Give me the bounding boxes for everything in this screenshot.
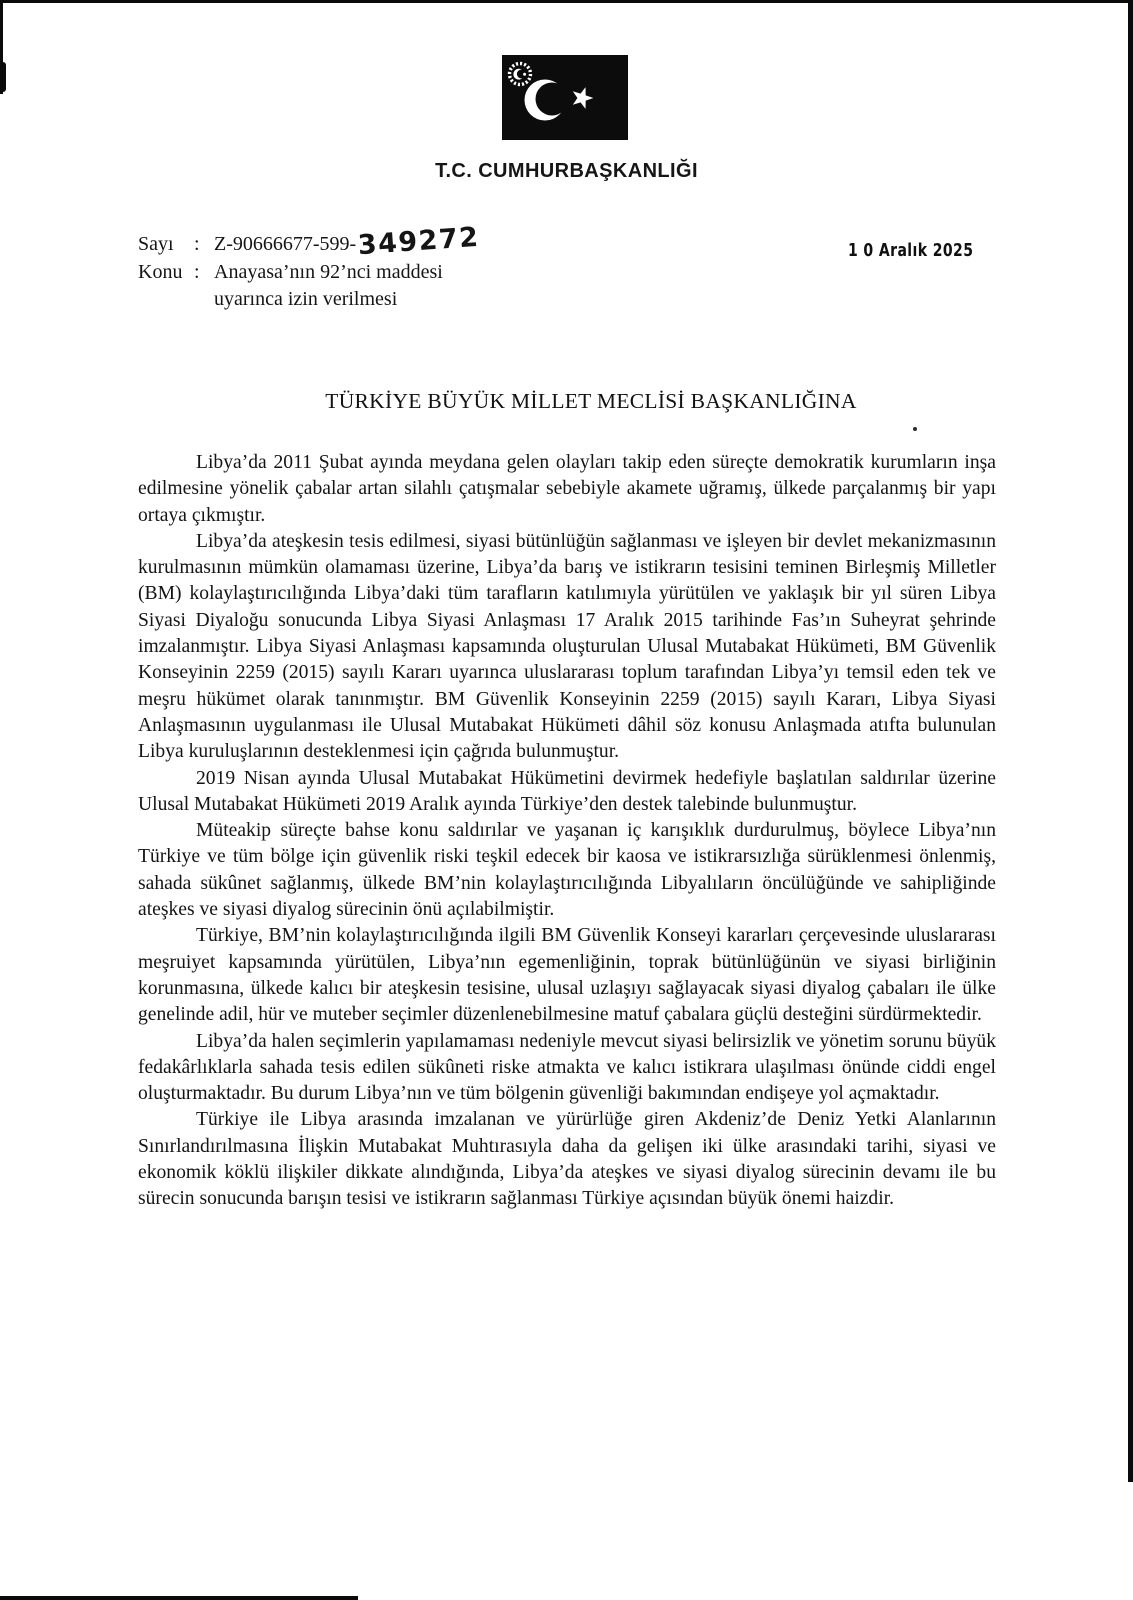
- date-stamp: 1 0 Aralık 2025: [848, 240, 974, 261]
- paragraph-2: Libya’da ateşkesin tesis edilmesi, siyasi bütünlüğün sağlanması ve işleyen bir devlet mekanizmasının kurulmasının mümkün olamaması üzerine, Libya’da barış ve istikrarın tesisini teminen Birleşmiş Milletler (BM) kolaylaştırıcılığında Libya’daki tüm tarafların katılımıyla yürütülen ve yaklaşık bir yıl süren Libya Siyasi Diyaloğu sonucunda Libya Siyasi Anlaşması 17 Aralık 2015 tarihinde Fas’ın Suheyrat şehrinde imzalanmıştır. Libya Siyasi Anlaşması kapsamında oluşturulan Ulusal Mutabakat Hükümeti, BM Güvenlik Konseyinin 2259 (2015) sayılı Kararı uyarınca uluslararası toplum tarafından Libya’yı temsil eden tek ve meşru hükümet olarak tanınmıştır. BM Güvenlik Konseyinin 2259 (2015) sayılı Kararı, Libya Siyasi Anlaşmasının uygulanması ile Ulusal Mutabakat Hükümeti dâhil söz konusu Anlaşmada atıfta bulunulan Libya kuruluşlarının desteklenmesi için çağrıda bulunmuştur.: [138, 530, 996, 763]
- page-border-bottom: [0, 1596, 358, 1600]
- konu-colon: :: [194, 260, 200, 283]
- sayi-colon: :: [194, 233, 200, 255]
- paragraph-7: Türkiye ile Libya arasında imzalanan ve yürürlüğe giren Akdeniz’de Deniz Yetki Alanlarının Sınırlandırılmasına İlişkin Mutabakat Muhtırasıyla daha da gelişen iki ülke arasındaki tarihi, siyasi ve ekonomik köklü ilişkiler dikkate alındığında, Libya’da ateşkes ve siyasi diyalog sürecinin devamı ile bu sürecin sonucunda barışın tesisi ve istikrarın sağlanması Türkiye açısından büyük önemi haizdir.: [138, 1109, 996, 1210]
- konu-row: [138, 259, 480, 287]
- org-name: T.C. CUMHURBAŞKANLIĞI: [435, 160, 698, 182]
- turkish-flag-icon: [502, 55, 628, 140]
- paragraph-5: Türkiye, BM’nin kolaylaştırıcılığında ilgili BM Güvenlik Konseyi kararları çerçevesinde uluslararası meşruiyet kapsamında yürütülen, Libya’nın egemenliğinin, toprak bütünlüğünün ve siyasi birliğinin korunmasına, ülkede kalıcı bir ateşkesin tesisine, ulusal uzlaşıyı sağlayacak siyasi diyalog çabaları ile ülke genelinde adil, hür ve muteber seçimler düzenlenebilmesine matuf çabalara güçlü desteğini sürdürmektedir.: [138, 925, 996, 1026]
- page-border-right: [1128, 0, 1133, 1482]
- recipient-title: TÜRKİYE BÜYÜK MİLLET MECLİSİ BAŞKANLIĞINA: [325, 389, 857, 413]
- paragraph-6: Libya’da halen seçimlerin yapılamaması nedeniyle mevcut siyasi belirsizlik ve yönetim sorunu büyük fedakârlıklarla sahada tesis edilen sükûneti riske atmakta ve kalıcı istikrara ulaşılması önünde ciddi engel oluşturmaktadır. Bu durum Libya’nın ve tüm bölgenin güvenliği bakımından endişeye yol açmaktadır.: [138, 1030, 996, 1105]
- page-border-top: [0, 0, 1133, 3]
- letter-body: [138, 450, 996, 1213]
- sayi-row: [138, 221, 481, 262]
- document-meta: [138, 221, 481, 314]
- konu-value-line2: uyarınca izin verilmesi: [214, 288, 398, 310]
- sayi-label: Sayı: [138, 233, 174, 255]
- konu-value-line1: Anayasa’nın 92’nci maddesi: [214, 260, 443, 283]
- scan-artifact: [0, 62, 6, 92]
- sayi-value: Z-90666677-599-: [214, 233, 357, 255]
- paragraph-3: 2019 Nisan ayında Ulusal Mutabakat Hükümetini devirmek hedefiyle başlatılan saldırılar üzerine Ulusal Mutabakat Hükümeti 2019 Aralık ayında Türkiye’den destek talebinde bulunmuştur.: [138, 767, 996, 815]
- konu-label: Konu: [138, 260, 183, 283]
- paragraph-4: Müteakip süreçte bahse konu saldırılar ve yaşanan iç karışıklık durdurulmuş, böylece Libya’nın Türkiye ve tüm bölge için güvenlik riski teşkil edecek bir kaosa ve istikrarsızlığa sürüklenmesi önlenmiş, sahada sükûnet sağlanmış, ülkede BM’nin kolaylaştırıcılığında Libyalıların öncülüğünde ve sahipliğinde ateşkes ve siyasi diyalog sürecinin önü açılabilmiştir.: [138, 820, 996, 921]
- paragraph-1: Libya’da 2011 Şubat ayında meydana gelen olayları takip eden süreçte demokratik kurumların inşa edilmesine yönelik çabalar artan silahlı çatışmalar sebebiyle akamete uğramış, ülkede parçalanmış bir yapı ortaya çıkmıştır.: [138, 452, 996, 526]
- scan-artifact-dot: [913, 427, 917, 431]
- sayi-handwritten-number: 349272: [357, 221, 481, 262]
